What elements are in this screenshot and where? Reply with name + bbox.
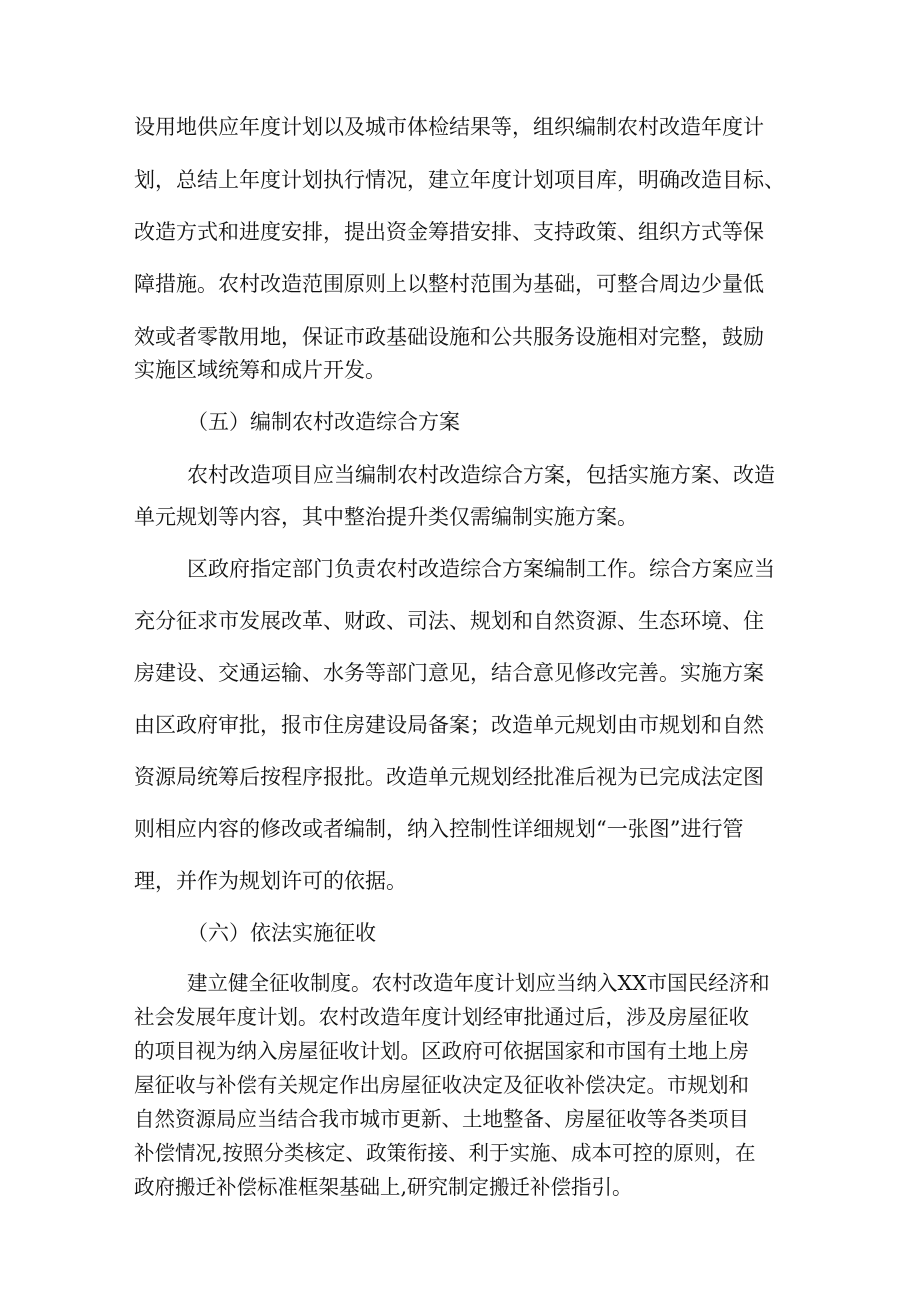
line-text: 区政府指定部门负责农村改造综合方案编制工作。综合方案应当 (187, 557, 775, 581)
body-line (0, 653, 920, 693)
body-line (0, 809, 920, 849)
line-text: 资源局统筹后按程序报批。改造单元规划经批准后视为已完成法定图 (134, 765, 764, 789)
line-text: 自然资源局应当结合我市城市更新、土地整备、房屋征收等各类项目 (134, 1107, 749, 1131)
body-line (0, 455, 920, 495)
body-line (0, 601, 920, 641)
line-text: 划，总结上年度计划执行情况，建立年度计划项目库，明确改造目标、 (134, 168, 785, 192)
body-line (0, 107, 920, 147)
line-text: 实施区域统筹和成片开发。 (134, 358, 386, 382)
line-text: 充分征求市发展改革、财政、司法、规划和自然资源、生态环境、住 (134, 609, 764, 633)
line-text: 政府搬迁补偿标准框架基础上,研究制定搬迁补偿指引。 (134, 1175, 633, 1199)
heading-text: （六）依法实施征收 (187, 921, 376, 945)
body-line (0, 160, 920, 200)
body-line (0, 757, 920, 797)
line-text: 的项目视为纳入房屋征收计划。区政府可依据国家和市国有土地上房 (134, 1039, 749, 1063)
line-text: 设用地供应年度计划以及城市体检结果等，组织编制农村改造年度计 (134, 115, 764, 139)
line-text: 障措施。农村改造范围原则上以整村范围为基础，可整合周边少量低 (134, 272, 764, 296)
body-line (0, 705, 920, 745)
body-line (0, 861, 920, 901)
line-text: 理，并作为规划许可的依据。 (134, 869, 407, 893)
line-text: 房建设、交通运输、水务等部门意见，结合意见修改完善。实施方案 (134, 661, 764, 685)
line-text: 由区政府审批，报市住房建设局备案；改造单元规划由市规划和自然 (134, 713, 764, 737)
body-line (0, 497, 920, 537)
line-text: 农村改造项目应当编制农村改造综合方案，包括实施方案、改造 (187, 463, 775, 487)
body-line (0, 549, 920, 589)
body-line (0, 264, 920, 304)
line-text: 屋征收与补偿有关规定作出房屋征收决定及征收补偿决定。市规划和 (134, 1073, 749, 1097)
body-line (0, 212, 920, 252)
section-heading-6 (0, 913, 920, 953)
line-text: 改造方式和进度安排，提出资金筹措安排、支持政策、组织方式等保 (134, 220, 764, 244)
line-text: 社会发展年度计划。农村改造年度计划经审批通过后，涉及房屋征收 (134, 1005, 749, 1029)
body-line (0, 1167, 920, 1207)
heading-text: （五）编制农村改造综合方案 (187, 410, 460, 434)
line-text: 单元规划等内容，其中整治提升类仅需编制实施方案。 (134, 505, 638, 529)
line-text: 补偿情况,按照分类核定、政策衔接、利于实施、成本可控的原则，在 (134, 1141, 756, 1165)
line-text: 建立健全征收制度。农村改造年度计划应当纳入XX市国民经济和 (187, 971, 770, 995)
line-text: 则相应内容的修改或者编制，纳入控制性详细规划“一张图”进行管 (134, 817, 744, 841)
line-text: 效或者零散用地，保证市政基础设施和公共服务设施相对完整，鼓励 (134, 325, 764, 349)
body-line (0, 350, 920, 390)
section-heading-5 (0, 402, 920, 442)
